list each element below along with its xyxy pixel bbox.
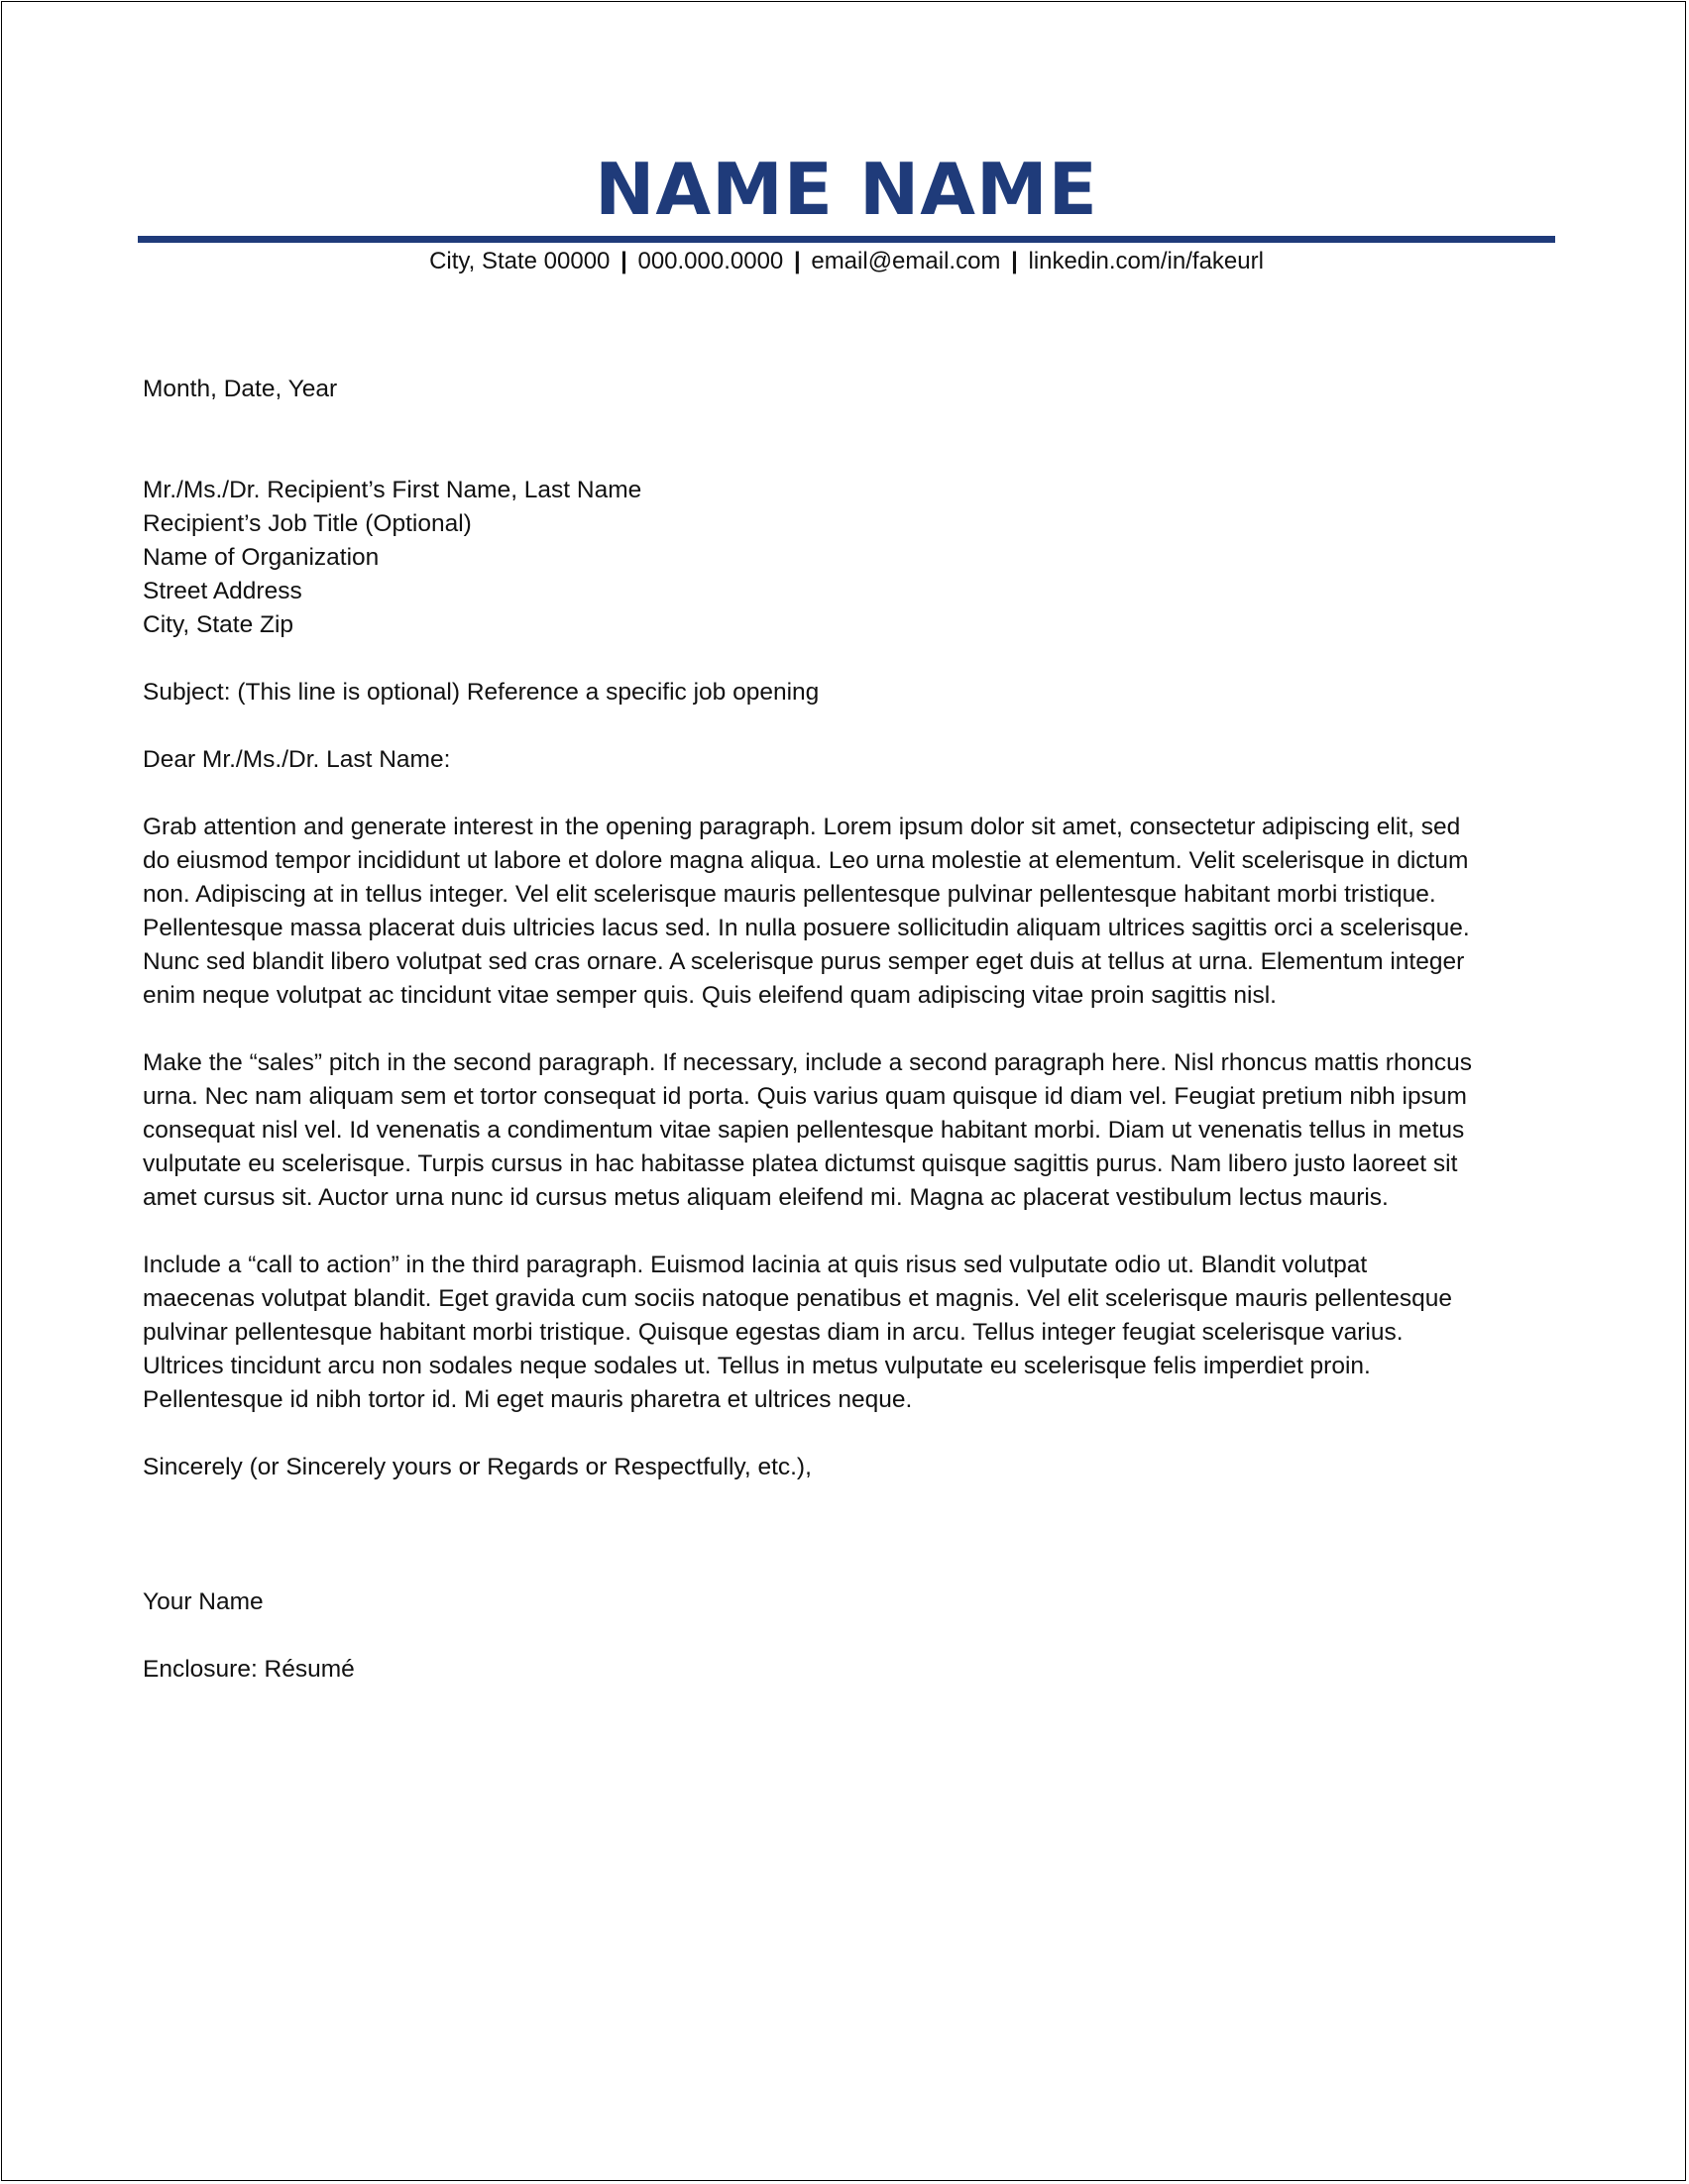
opening-paragraph <box>143 811 1550 1013</box>
sales-paragraph <box>143 1046 1550 1215</box>
recipient-organization: Name of Organization <box>143 544 380 571</box>
contact-phone: 000.000.0000 <box>637 248 784 274</box>
contact-separator: | <box>1011 248 1018 274</box>
paragraph-line: pulvinar pellentesque habitant morbi tristique. Quisque egestas diam in arcu. Tellus integer feugiat scelerisque varius. <box>143 1319 1404 1346</box>
paragraph-line: Include a “call to action” in the third paragraph. Euismod lacinia at quis risus sed vulputate odio ut. Blandit volutpat <box>143 1252 1368 1278</box>
contact-email: email@email.com <box>811 248 1001 274</box>
letter-body <box>143 373 1550 1687</box>
paragraph-line: do eiusmod tempor incididunt ut labore et dolore magna aliqua. Leo urna molestie at elementum. Velit scelerisque in dictum <box>143 847 1469 874</box>
paragraph-line: consequat nisl vel. Id venenatis a condimentum vitae sapien pellentesque habitant morbi. Diam ut venenatis tellus in metus <box>143 1117 1465 1144</box>
paragraph-line: Nunc sed blandit libero volutpat sed cras ornare. A scelerisque purus semper eget duis at tellus at urna. Elementum integer <box>143 948 1465 975</box>
paragraph-line: amet cursus sit. Auctor urna nunc id cursus metus aliquam eleifend mi. Magna ac placerat vestibulum lectus mauris. <box>143 1184 1389 1211</box>
paragraph-line: Pellentesque massa placerat duis ultricies lacus sed. In nulla posuere sollicitudin aliquam ultrices sagittis orci a scelerisque. <box>143 915 1470 941</box>
paragraph-line: urna. Nec nam aliquam sem et tortor consequat id porta. Quis varius quam quisque id diam vel. Feugiat pretium nibh ipsum <box>143 1083 1467 1110</box>
recipient-block <box>143 474 1550 642</box>
paragraph-line: Ultrices tincidunt arcu non sodales neque sodales ut. Tellus in metus vulputate eu scelerisque felis imperdiet proin. <box>143 1353 1371 1379</box>
call-to-action-paragraph <box>143 1249 1550 1417</box>
subject-line: Subject: (This line is optional) Reference a specific job opening <box>143 679 820 706</box>
recipient-street: Street Address <box>143 578 302 604</box>
contact-linkedin: linkedin.com/in/fakeurl <box>1028 248 1264 274</box>
enclosure-note: Enclosure: Résumé <box>143 1656 355 1683</box>
letterhead <box>138 149 1555 278</box>
contact-location: City, State 00000 <box>429 248 611 274</box>
paragraph-line: Make the “sales” pitch in the second paragraph. If necessary, include a second paragraph here. Nisl rhoncus mattis rhoncus <box>143 1049 1472 1076</box>
sender-name: NAME NAME <box>595 148 1098 231</box>
contact-separator: | <box>620 248 627 274</box>
paragraph-line: non. Adipiscing at in tellus integer. Vel elit scelerisque mauris pellentesque pulvinar pellentesque habitant morbi tristique. <box>143 881 1436 908</box>
paragraph-line: enim neque volutpat ac tincidunt vitae semper quis. Quis eleifend quam adipiscing vitae proin sagittis nisl. <box>143 982 1277 1009</box>
paragraph-line: vulputate eu scelerisque. Turpis cursus in hac habitasse platea dictumst quisque sagittis purus. Nam libero justo laoreet sit <box>143 1150 1458 1177</box>
header-divider <box>138 236 1555 243</box>
paragraph-line: maecenas volutpat blandit. Eget gravida cum sociis natoque penatibus et magnis. Vel elit scelerisque mauris pellentesque <box>143 1285 1453 1312</box>
contact-separator: | <box>793 248 801 274</box>
recipient-name: Mr./Ms./Dr. Recipient’s First Name, Last Name <box>143 477 642 503</box>
salutation: Dear Mr./Ms./Dr. Last Name: <box>143 746 451 773</box>
recipient-city: City, State Zip <box>143 611 294 638</box>
paragraph-line: Pellentesque id nibh tortor id. Mi eget mauris pharetra et ultrices neque. <box>143 1386 913 1413</box>
closing: Sincerely (or Sincerely yours or Regards or Respectfully, etc.), <box>143 1454 812 1480</box>
page <box>1 1 1686 2181</box>
signature-name: Your Name <box>143 1588 264 1615</box>
paragraph-line: Grab attention and generate interest in the opening paragraph. Lorem ipsum dolor sit amet, consectetur adipiscing elit, sed <box>143 814 1461 840</box>
recipient-title: Recipient’s Job Title (Optional) <box>143 510 472 537</box>
contact-line <box>138 245 1555 278</box>
letter-date: Month, Date, Year <box>143 376 338 402</box>
